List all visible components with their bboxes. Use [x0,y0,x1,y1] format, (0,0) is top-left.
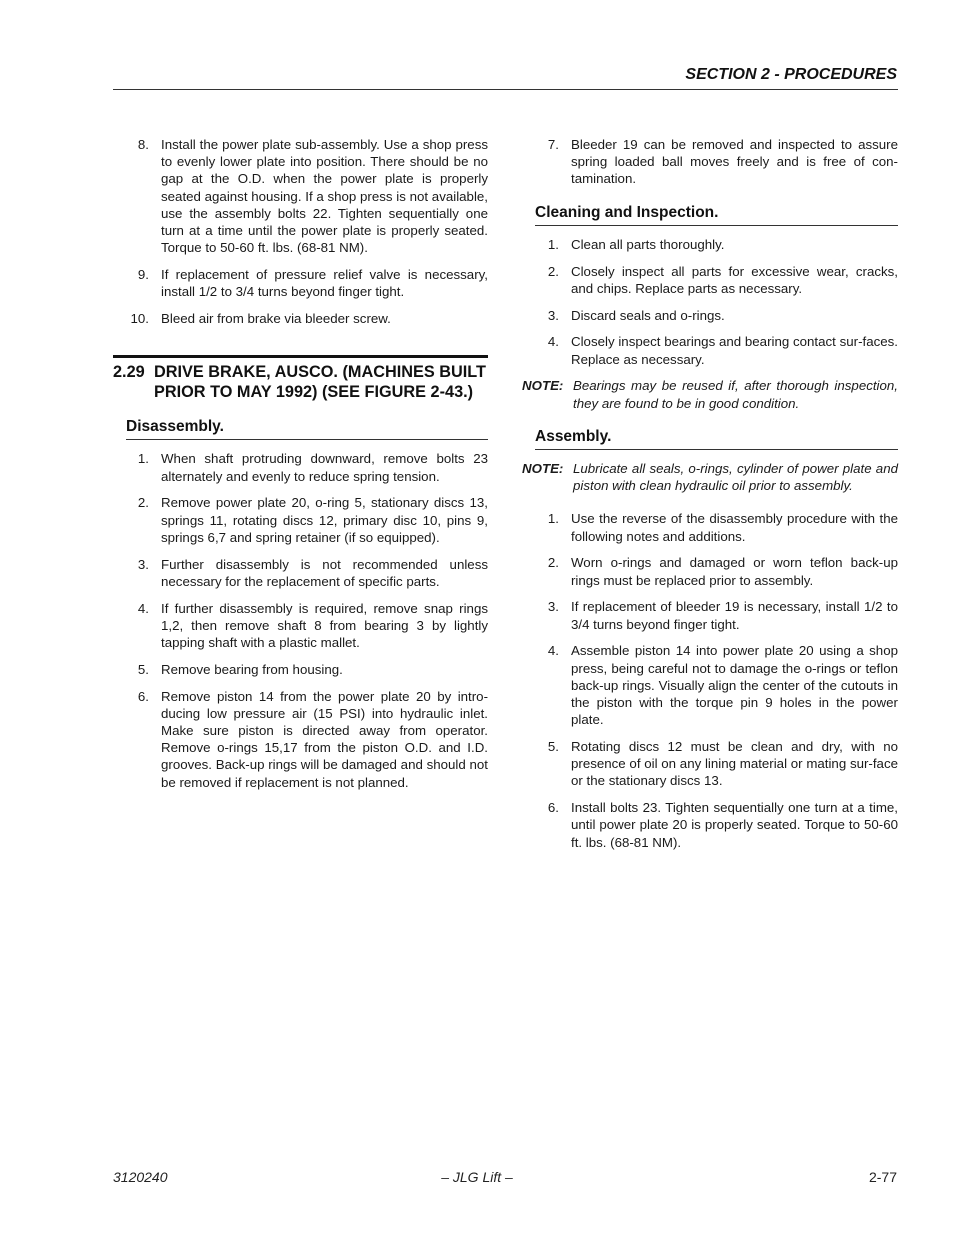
step-text: Closely inspect all parts for excessive wear, cracks, and chips. Replace parts as necessary. [571,263,898,296]
cleaning-steps-list [522,236,898,368]
section-title: DRIVE BRAKE, AUSCO. (MACHINES BUILT PRIOR TO MAY 1992) (SEE FIGURE 2-43.) [154,363,486,402]
list-item [522,333,898,367]
assembly-note [522,460,898,494]
step-number: 6. [137,688,149,704]
step-number: 2. [547,555,559,571]
step-text: Use the reverse of the disassembly procedure with the following notes and additions. [571,511,898,544]
list-item [522,642,898,728]
list-item [113,600,488,652]
step-text: Worn o-rings and damaged or worn teflon back-up rings must be replaced prior to assembly. [571,555,898,588]
step-number: 6. [547,800,559,816]
list-item [522,136,898,188]
left-column [113,136,488,800]
list-item [113,661,488,678]
continued-steps-list [522,136,898,188]
step-number: 3. [547,599,559,615]
step-number: 4. [547,643,559,659]
step-text: Install the power plate sub-assembly. Use a shop press to evenly lower plate into position. There should be no gap at the O.D. when the power plate is properly seated against housing. If a shop press is not available, use the assembly bolts 22. Tighten sequentially one turn at a time until the power plate is properly seated. Torque to 50-60 ft. lbs. (68-81 NM). [161,137,488,256]
doc-number: 3120240 [113,1169,168,1185]
step-text: Bleed air from brake via bleeder screw. [161,311,391,327]
step-number: 9. [137,267,149,283]
page-number: 2-77 [868,1169,897,1185]
cleaning-note [522,377,898,411]
step-number: 3. [137,556,149,572]
step-number: 1. [137,451,149,467]
note-label: NOTE: [522,461,564,477]
step-number: 4. [547,334,559,350]
step-number: 1. [547,511,559,527]
list-item [522,738,898,790]
step-text: Remove bearing from housing. [161,661,343,677]
publisher: – JLG Lift – [441,1169,513,1185]
step-text: Remove piston 14 from the power plate 20 by intro-ducing low pressure air (15 PSI) into hydraulic inlet. Make sure piston is directed away from operator. Remove o-rings 15,17 from the piston O.D. and I.D. grooves. Back-up rings will be damaged and should not be removed if replacement is not planned. [161,688,488,790]
section-number: 2.29 [113,363,145,382]
list-item [522,307,898,324]
disassembly-heading: Disassembly. [126,418,488,440]
step-text: If replacement of bleeder 19 is necessary, install 1/2 to 3/4 turns beyond finger tight. [571,599,898,632]
list-item [113,310,488,327]
header-rule [113,89,898,90]
step-text: Remove power plate 20, o-ring 5, stationary discs 13, springs 11, rotating discs 12, primary disc 10, pins 9, springs 6,7 and spring retainer (if so equipped). [161,495,488,545]
note-label: NOTE: [522,378,564,394]
step-number: 7. [547,137,559,152]
step-text: Install bolts 23. Tighten sequentially one turn at a time, until power plate 20 is properly seated. Torque to 50-60 ft. lbs. (68-81 NM). [571,800,898,850]
assembly-steps-list [522,510,898,850]
step-number: 5. [547,739,559,755]
list-item [522,236,898,253]
list-item [522,263,898,297]
step-text: When shaft protruding downward, remove bolts 23 alternately and evenly to reduce spring tension. [161,451,488,484]
step-text: Closely inspect bearings and bearing contact sur-faces. Replace as necessary. [571,334,898,367]
step-text: Further disassembly is not recommended unless necessary for the replacement of specific parts. [161,556,488,589]
cleaning-heading: Cleaning and Inspection. [535,204,898,226]
list-item [113,494,488,546]
step-text: If replacement of pressure relief valve is necessary, install 1/2 to 3/4 turns beyond finger tight. [161,267,488,300]
assembly-heading: Assembly. [535,428,898,450]
list-item [522,799,898,851]
note-text: Bearings may be reused if, after thorough inspection, they are found to be in good condition. [573,378,898,411]
list-item [522,598,898,632]
step-number: 10. [130,311,149,327]
step-text: Assemble piston 14 into power plate 20 using a shop press, being careful not to damage the o-rings or teflon back-up rings. Visually align the center of the cutouts in the piston with the torque pin 9 holes in the power plate. [571,643,898,728]
list-item [113,556,488,590]
list-item [113,450,488,484]
step-number: 2. [547,263,559,279]
step-text: Discard seals and o-rings. [571,307,725,323]
step-number: 2. [137,495,149,511]
list-item [113,266,488,300]
list-item [113,136,488,256]
list-item [522,510,898,544]
step-number: 8. [137,137,149,152]
section-heading [113,355,488,402]
list-item [113,688,488,791]
step-number: 3. [547,307,559,323]
list-item [522,554,898,588]
step-text: Rotating discs 12 must be clean and dry, with no presence of oil on any lining material or mating sur-face or the stationary discs 13. [571,739,898,789]
step-text: If further disassembly is required, remove snap rings 1,2, then remove shaft 8 from bearing 3 by lightly tapping shaft with a plastic mallet. [161,600,488,651]
step-text: Clean all parts thoroughly. [571,236,725,252]
continued-steps-list [113,136,488,327]
step-number: 1. [547,236,559,252]
note-text: Lubricate all seals, o-rings, cylinder of power plate and piston with clean hydraulic oil prior to assembly. [573,461,898,494]
step-number: 4. [137,600,149,616]
disassembly-steps-list [113,450,488,790]
right-column [522,136,898,860]
step-text: Bleeder 19 can be removed and inspected to assure spring loaded ball moves freely and is free of con-tamination. [571,137,898,187]
step-number: 5. [137,661,149,677]
section-header: SECTION 2 - PROCEDURES [685,66,897,83]
